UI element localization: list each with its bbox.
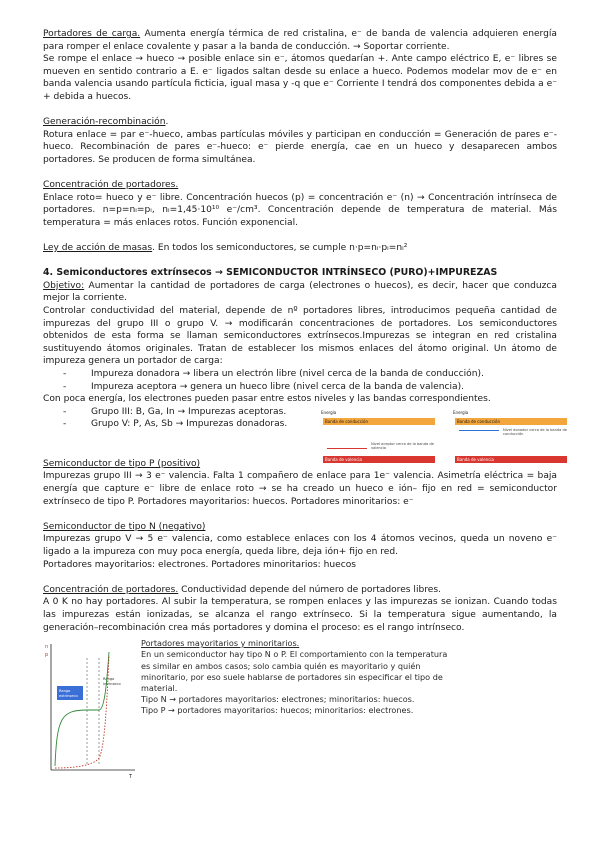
band-diagram-acceptor: Energía Banda de conducción Nivel aceptor cerca de la banda de valencia Banda de valencia: [321, 409, 434, 462]
list-item: - Impureza aceptora → genera un hueco libre (nivel cerca de la banda de valencia).: [91, 381, 557, 394]
y-label-p: p: [45, 652, 49, 659]
paragraph-concentration: Enlace roto= hueco y e⁻ libre. Concentración huecos (p) = concentración e⁻ (n) → Concentración intrínseca de portadores. n=p=nᵢ=pᵢ, nᵢ=1,45·10¹⁰ e⁻/cm³. Concentración depende de temperatura de material. Más temperatura = más enlaces rotos. Función exponencial.: [43, 192, 557, 228]
svg-text:extrínseco: extrínseco: [59, 694, 78, 699]
svg-text:Rango: Rango: [103, 677, 115, 682]
conduction-band: Banda de conducción: [455, 418, 567, 425]
majority-minority-note: [141, 638, 457, 716]
heading-charge-carriers: Portadores de carga.: [43, 29, 141, 39]
x-label-t: T: [129, 774, 133, 781]
paragraph-mass-action: Ley de acción de masas. En todos los semiconductores, se cumple n·p=nᵢ·pᵢ=nᵢ²: [43, 243, 408, 254]
heading-p-type: Semiconductor de tipo P (positivo): [43, 458, 201, 469]
group-list: [43, 406, 351, 431]
note-line: Tipo N → portadores mayoritarios: electrones; minoritarios: huecos.: [141, 694, 415, 705]
paragraph-p-type: Impurezas grupo III → 3 e⁻ valencia. Falta 1 compañero de enlace para 1e⁻ valencia. Asimetría eléctrica = baja energía que capture e⁻ libre de enlace roto → se ha creado un hueco e ión– fijo en red = semiconductor extrínseco de tipo P. Portadores mayoritarios: huecos. Portadores minoritarios: e⁻: [43, 471, 557, 507]
donor-level: [459, 430, 499, 431]
note-line: Tipo P → portadores mayoritarios: huecos; minoritarios: electrones.: [141, 705, 414, 716]
paragraph-holes: Se rompe el enlace → hueco → posible enlace sin e⁻, átomos quedarían +. Ante campo eléctrico E, e⁻ libres se mueven en sentido contrario a E. e⁻ ligados saltan desde su enlace a hueco. Podemos modelar mov de e⁻ en banda valencia usando partícula ficticia, igual masa y -q que e⁻ Corriente I tendrá dos componentes debida a e⁻ + debida a huecos.: [43, 54, 557, 102]
y-label-n: n: [45, 644, 49, 651]
paragraph-generation: Rotura enlace = par e⁻-hueco, ambas partículas móviles y participan en conducción = Generación de pares e⁻-hueco. Recombinación de pares e⁻-hueco: e⁻ pierde energía, cae en un hueco y desaparecen ambos portadores. Se producen de forma simultánea.: [43, 129, 557, 165]
minority-curve: [55, 656, 109, 768]
band-diagram-donor: Energía Banda de conducción Nivel donador cerca de la banda de conducción Banda de valencia: [453, 409, 567, 462]
list-item: - Grupo III: B, Ga, In → Impurezas aceptoras.: [91, 406, 351, 419]
paragraph-objective: Objetivo: Aumentar la cantidad de portadores de carga (electrones o huecos), es decir, hacer que conduzca mejor la corriente.: [43, 280, 557, 304]
note-heading: Portadores mayoritarios y minoritarios.: [141, 638, 300, 649]
impurity-list: [43, 368, 557, 393]
heading-n-type: Semiconductor de tipo N (negativo): [43, 521, 206, 532]
svg-text:Rango: Rango: [59, 689, 71, 694]
valence-band: Banda de valencia: [455, 456, 567, 463]
paragraph-n-type-carriers: Portadores mayoritarios: electrones. Portadores minoritarios: huecos: [43, 559, 357, 570]
majority-curve: [55, 652, 109, 766]
paragraph-levels: Con poca energía, los electrones pueden pasar entre estos niveles y las bandas correspondientes.: [43, 394, 491, 405]
paragraph-carrier-concentration: Concentración de portadores. Conductividad depende del número de portadores libres.: [43, 584, 442, 595]
paragraph-extrinsic: Controlar conductividad del material, depende de nº portadores libres, introducimos pequeña cantidad de impurezas del grupo III o grupo V. → modificarán concentraciones de portadores. Los semiconductores obtenidos de esta forma se llaman semiconductores extrínsecos.Impurezas se integran en red cristalina sustituyendo átomos originales. Tratan de establecer los mismos enlaces del átomo original. Un átomo de impureza genera un portador de carga:: [43, 306, 557, 367]
acceptor-level: [327, 448, 367, 449]
svg-text:intrínseco: intrínseco: [103, 682, 121, 687]
list-item: - Impureza donadora → libera un electrón libre (nivel cerca de la banda de conducción).: [91, 368, 557, 381]
groups-and-diagrams: [43, 406, 567, 462]
paragraph-temperature: A 0 K no hay portadores. Al subir la temperatura, se rompen enlaces y las impurezas se ionizan. Cuando todas las impurezas están ionizadas, se alcanza el rango extrínseco. Si la temperatura sigue aumentando, la generación–recombinación crea más portadores y domina el proceso: es el rango intrínseco.: [43, 597, 557, 633]
list-item: - Grupo V: P, As, Sb → Impurezas donadoras.: [91, 418, 351, 431]
paragraph-charge-carriers: Portadores de carga. Aumenta energía térmica de red cristalina, e⁻ de banda de valencia adquieren energía para romper el enlace covalente y pasar a la banda de conducción. → Soportar corriente.: [43, 29, 558, 52]
valence-band: Banda de valencia: [323, 456, 435, 463]
temperature-graph: [43, 638, 143, 780]
section-title: 4. Semiconductores extrínsecos → SEMICONDUCTOR INTRÍNSECO (PURO)+IMPUREZAS: [43, 267, 498, 279]
paragraph-n-type: Impurezas grupo V → 5 e⁻ valencia, como establece enlaces con los 4 átomos vecinos, queda un noveno e⁻ ligado a la impureza con muy poca energía, queda libre, deja ión+ fijo en red.: [43, 534, 557, 557]
heading-concentration: Concentración de portadores.: [43, 180, 179, 191]
heading-generation: Generación-recombinación.: [43, 117, 169, 128]
document-page: [43, 28, 567, 788]
conduction-band: Banda de conducción: [323, 418, 435, 425]
bottom-section: [43, 638, 557, 788]
note-line: En un semiconductor hay tipo N o P. El comportamiento con la temperatura es similar en ambos casos; solo cambia quién es mayoritario y quién minoritario, por eso suele hablarse de portadores sin especificar el tipo de material.: [141, 649, 448, 693]
